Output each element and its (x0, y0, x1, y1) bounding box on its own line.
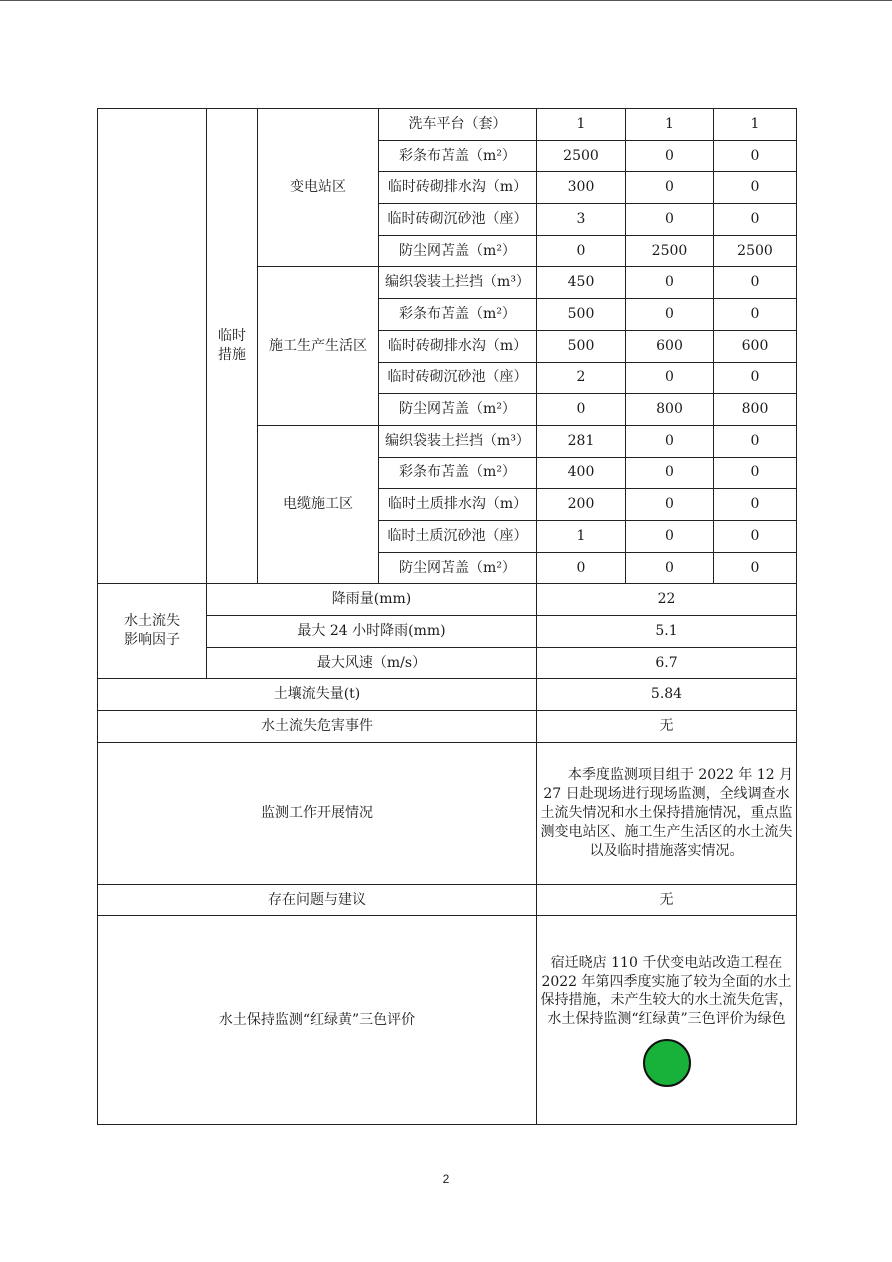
category-label: 临时措施 (218, 328, 246, 364)
evaluation-text: 宿迁晓店 110 千伏变电站改造工程在 2022 年第四季度实施了较为全面的水土保持措施，未产生较大的水土流失危害，水土保持监测“红绿黄”三色评价为绿色 (540, 954, 793, 1028)
value-cell: 281 (537, 425, 626, 457)
factor-value-cell: 22 (537, 584, 797, 616)
value-cell: 1 (537, 109, 626, 141)
monitoring-text: 本季度监测项目组于 2022 年 12 月 27 日赴现场进行现场监测，全线调查水土流失情况和水土保持措施情况，重点监测变电站区、施工生产生活区的水土流失以及临时措施落实情况。 (540, 767, 794, 859)
value-cell: 0 (714, 204, 797, 236)
value-cell: 0 (626, 457, 714, 489)
soil-loss-label: 土壤流失量(t) (98, 679, 537, 711)
item-cell: 防尘网苫盖（m²） (379, 394, 537, 426)
value-cell: 400 (537, 457, 626, 489)
evaluation-label: 水土保持监测“红绿黄”三色评价 (98, 916, 537, 1125)
item-cell: 洗车平台（套） (379, 109, 537, 141)
value-cell: 0 (537, 552, 626, 584)
blank-cell (98, 109, 207, 584)
category-cell (207, 109, 258, 584)
zone-cell: 施工生产生活区 (258, 267, 379, 425)
value-cell: 2500 (537, 140, 626, 172)
value-cell: 0 (714, 267, 797, 299)
table-row (98, 109, 797, 141)
item-cell: 防尘网苫盖（m²） (379, 235, 537, 267)
item-cell: 临时砖砌沉砂池（座） (379, 362, 537, 394)
value-cell: 0 (714, 425, 797, 457)
item-cell: 临时砖砌沉砂池（座） (379, 204, 537, 236)
factor-value-cell: 5.1 (537, 616, 797, 648)
item-cell: 临时砖砌排水沟（m） (379, 172, 537, 204)
value-cell: 800 (626, 394, 714, 426)
factor-name-cell: 最大风速（m/s） (207, 647, 537, 679)
zone-cell: 电缆施工区 (258, 425, 379, 583)
value-cell: 0 (714, 520, 797, 552)
value-cell: 600 (714, 330, 797, 362)
value-cell: 0 (626, 204, 714, 236)
value-cell: 0 (537, 235, 626, 267)
factor-name-cell: 最大 24 小时降雨(mm) (207, 616, 537, 648)
value-cell: 1 (537, 520, 626, 552)
soil-loss-value: 5.84 (537, 679, 797, 711)
table-row (98, 711, 797, 743)
value-cell: 0 (626, 172, 714, 204)
value-cell: 2500 (626, 235, 714, 267)
item-cell: 临时土质沉砂池（座） (379, 520, 537, 552)
page-number: 2 (442, 1172, 450, 1186)
table-row (98, 679, 797, 711)
value-cell: 200 (537, 489, 626, 521)
monitoring-cell (537, 742, 797, 884)
value-cell: 0 (626, 552, 714, 584)
value-cell: 0 (626, 140, 714, 172)
value-cell: 0 (714, 552, 797, 584)
value-cell: 500 (537, 299, 626, 331)
item-cell: 临时土质排水沟（m） (379, 489, 537, 521)
value-cell: 3 (537, 204, 626, 236)
value-cell: 0 (537, 394, 626, 426)
item-cell: 彩条布苫盖（m²） (379, 299, 537, 331)
item-cell: 编织袋装土拦挡（m³） (379, 425, 537, 457)
value-cell: 0 (714, 362, 797, 394)
value-cell: 300 (537, 172, 626, 204)
value-cell: 0 (626, 489, 714, 521)
monitoring-table (97, 108, 797, 1125)
value-cell: 0 (626, 362, 714, 394)
issues-value: 无 (537, 884, 797, 916)
hazard-label: 水土流失危害事件 (98, 711, 537, 743)
value-cell: 600 (626, 330, 714, 362)
value-cell: 800 (714, 394, 797, 426)
value-cell: 1 (714, 109, 797, 141)
evaluation-cell (537, 916, 797, 1125)
value-cell: 0 (714, 140, 797, 172)
value-cell: 0 (714, 457, 797, 489)
value-cell: 0 (626, 520, 714, 552)
value-cell: 2500 (714, 235, 797, 267)
item-cell: 彩条布苫盖（m²） (379, 140, 537, 172)
item-cell: 临时砖砌排水沟（m） (379, 330, 537, 362)
issues-label: 存在问题与建议 (98, 884, 537, 916)
value-cell: 450 (537, 267, 626, 299)
value-cell: 0 (626, 299, 714, 331)
zone-cell: 变电站区 (258, 109, 379, 267)
table-row (98, 742, 797, 884)
factors-label-cell (98, 584, 207, 679)
green-indicator-icon (643, 1039, 691, 1087)
item-cell: 编织袋装土拦挡（m³） (379, 267, 537, 299)
value-cell: 0 (626, 267, 714, 299)
value-cell: 0 (714, 172, 797, 204)
monitoring-label: 监测工作开展情况 (98, 742, 537, 884)
value-cell: 2 (537, 362, 626, 394)
table-row (98, 916, 797, 1125)
factors-label: 水土流失影响因子 (124, 613, 180, 649)
value-cell: 0 (714, 489, 797, 521)
table-row (98, 884, 797, 916)
hazard-value: 无 (537, 711, 797, 743)
value-cell: 500 (537, 330, 626, 362)
item-cell: 彩条布苫盖（m²） (379, 457, 537, 489)
top-rule (0, 0, 892, 1)
value-cell: 1 (626, 109, 714, 141)
value-cell: 0 (714, 299, 797, 331)
value-cell: 0 (626, 425, 714, 457)
factor-name-cell: 降雨量(mm) (207, 584, 537, 616)
item-cell: 防尘网苫盖（m²） (379, 552, 537, 584)
factor-value-cell: 6.7 (537, 647, 797, 679)
table-row (98, 584, 797, 616)
